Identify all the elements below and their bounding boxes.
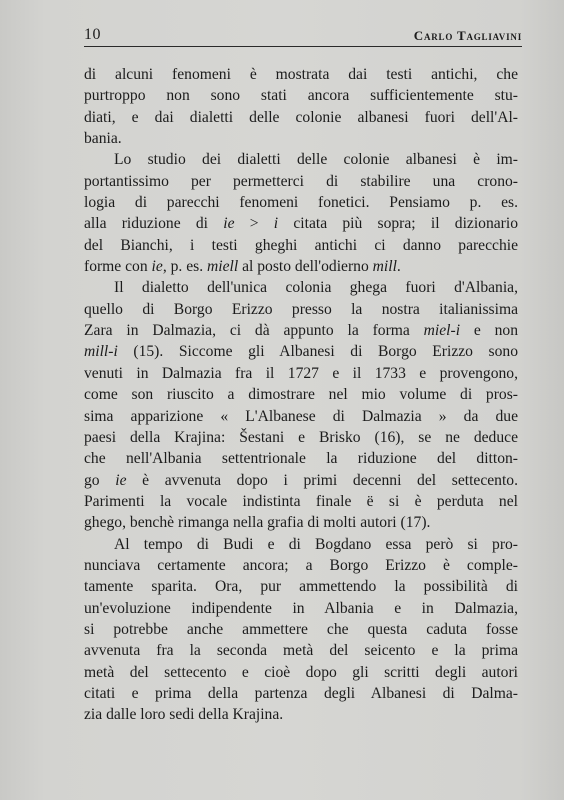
page-number: 10	[84, 26, 101, 43]
text-line: mill-i (15). Siccome gli Albanesi di Borgo Erizzo sono	[84, 343, 518, 361]
text-line: citati e prima della partenza degli Albanesi di Dalma-	[84, 684, 518, 702]
text-line: tamente sparita. Ora, pur ammettendo la possibilità di	[84, 578, 518, 596]
text-line: forme con ie, p. es. miell al posto dell'odierno mill.	[84, 258, 401, 276]
text-line: alla riduzione di ie > i citata più sopra; il dizionario	[84, 215, 518, 233]
text-line: un'evoluzione indipendente in Albania e in Dalmazia,	[84, 599, 518, 617]
text-line: Parimenti la vocale indistinta finale ë si è perduta nel	[84, 492, 518, 510]
text-line: bania.	[84, 130, 122, 148]
text-line: Al tempo di Budi e di Bogdano essa però si pro-	[114, 535, 518, 553]
running-head-author: Carlo Tagliavini	[413, 28, 522, 43]
text-line: diati, e dai dialetti delle colonie albanesi fuori dell'Al-	[84, 108, 518, 126]
text-line: Il dialetto dell'unica colonia ghega fuori d'Albania,	[114, 279, 518, 297]
body-text	[84, 64, 518, 726]
text-line: che nell'Albania settentrionale la riduzione del ditton-	[84, 450, 518, 468]
text-line: avvenuta fra la seconda metà del seicento e la prima	[84, 642, 518, 660]
text-line: quello di Borgo Erizzo presso la nostra italianissima	[84, 300, 518, 318]
text-line: nunciava certamente ancora; a Borgo Erizzo è comple-	[84, 556, 518, 574]
text-line: di alcuni fenomeni è mostrata dai testi antichi, che	[84, 66, 518, 83]
text-line: go ie è avvenuta dopo i primi decenni del settecento.	[84, 471, 518, 489]
text-line: purtroppo non sono stati ancora sufficientemente stu-	[84, 87, 518, 105]
text-line: Zara in Dalmazia, ci dà appunto la forma miel-i e non	[84, 322, 518, 340]
text-line: metà del settecento e cioè dopo gli scritti degli autori	[84, 663, 518, 681]
text-line: venuti in Dalmazia fra il 1727 e il 1733 e provengono,	[84, 364, 518, 382]
text-line: ghego, benchè rimanga nella grafia di molti autori (17).	[84, 514, 431, 532]
text-line: del Bianchi, i testi gheghi antichi ci danno parecchie	[84, 236, 518, 254]
text-line: zia dalle loro sedi della Krajina.	[84, 706, 284, 724]
text-line: paesi della Krajina: Šestani e Brisko (16), se ne deduce	[84, 428, 518, 446]
text-line: come son riuscito a dimostrare nel mio volume di pros-	[84, 386, 518, 404]
text-line: si potrebbe anche ammettere che questa caduta fosse	[84, 620, 518, 638]
page-header	[84, 24, 522, 47]
text-line: logia di parecchi fenomeni fonetici. Pensiamo p. es.	[84, 194, 518, 212]
text-line: portantissimo per permetterci di stabilire una crono-	[84, 172, 518, 190]
text-line: sima apparizione « L'Albanese di Dalmazia » da due	[84, 407, 518, 425]
text-line: Lo studio dei dialetti delle colonie albanesi è im-	[114, 151, 518, 169]
